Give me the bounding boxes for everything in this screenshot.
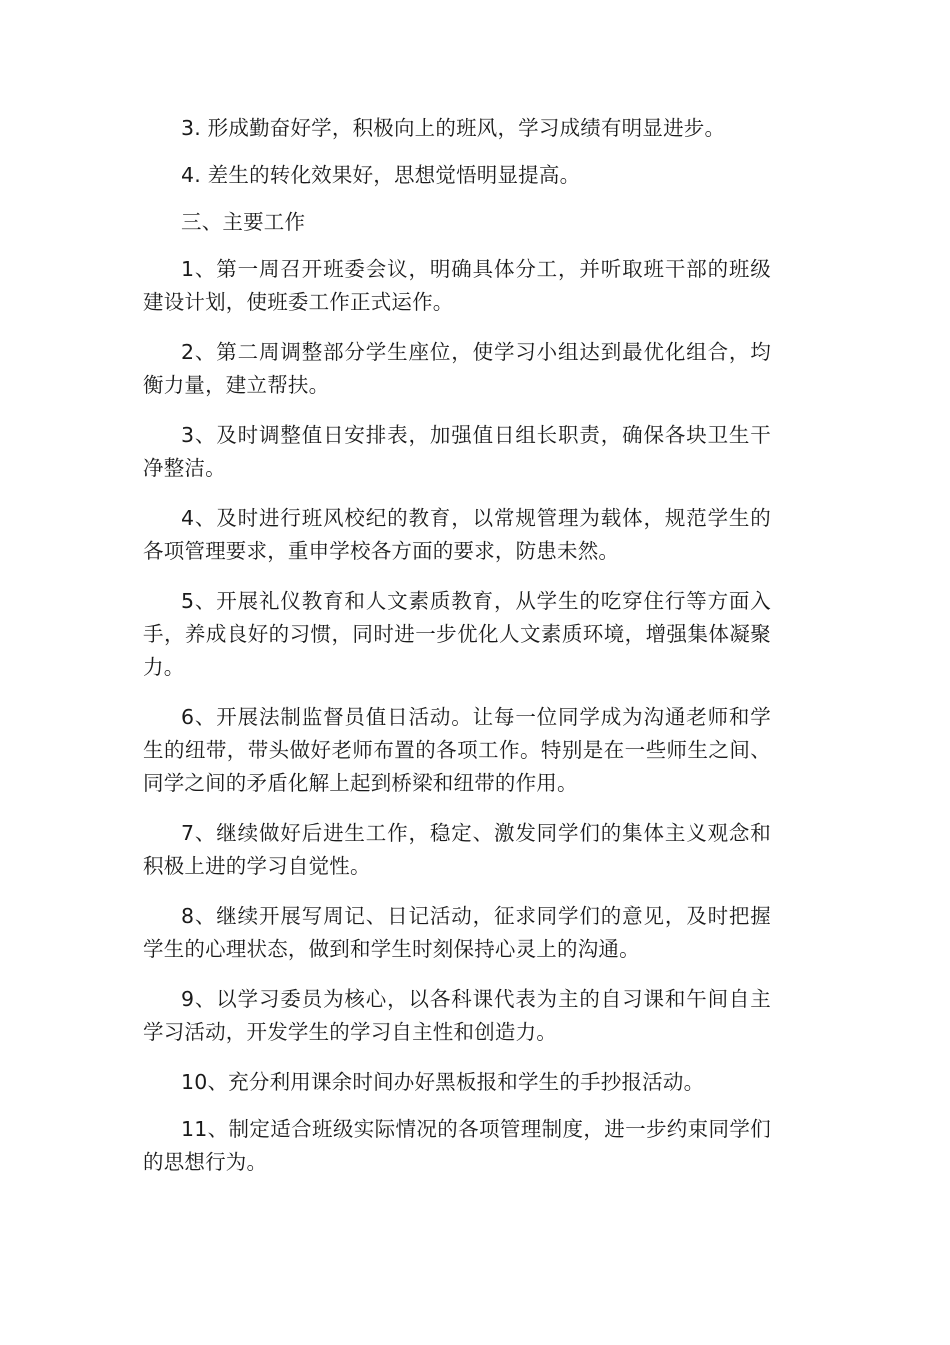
paragraph-work-6: 6、开展法制监督员值日活动。让每一位同学成为沟通老师和学生的纽带，带头做好老师布置的各项工作。特别是在一些师生之间、同学之间的矛盾化解上起到桥梁和纽带的作用。 xyxy=(143,705,771,795)
paragraph-work-8: 8、继续开展写周记、日记活动，征求同学们的意见，及时把握学生的心理状态，做到和学生时刻保持心灵上的沟通。 xyxy=(143,904,771,961)
paragraph-work-2: 2、第二周调整部分学生座位，使学习小组达到最优化组合，均衡力量，建立帮扶。 xyxy=(143,340,771,397)
paragraph-goal-3: 3. 形成勤奋好学，积极向上的班风，学习成绩有明显进步。 xyxy=(181,116,726,140)
paragraph-work-1: 1、第一周召开班委会议，明确具体分工，并听取班干部的班级建设计划，使班委工作正式运作。 xyxy=(143,257,771,314)
section-heading-main-work: 三、主要工作 xyxy=(181,210,306,234)
paragraph-work-5: 5、开展礼仪教育和人文素质教育，从学生的吃穿住行等方面入手，养成良好的习惯，同时进一步优化人文素质环境，增强集体凝聚力。 xyxy=(143,589,771,679)
paragraph-work-11: 11、制定适合班级实际情况的各项管理制度，进一步约束同学们的思想行为。 xyxy=(143,1117,771,1174)
paragraph-work-7: 7、继续做好后进生工作，稳定、激发同学们的集体主义观念和积极上进的学习自觉性。 xyxy=(143,821,771,878)
paragraph-work-4: 4、及时进行班风校纪的教育，以常规管理为载体，规范学生的各项管理要求，重申学校各方面的要求，防患未然。 xyxy=(143,506,771,563)
paragraph-work-3: 3、及时调整值日安排表，加强值日组长职责，确保各块卫生干净整洁。 xyxy=(143,423,771,480)
document-page xyxy=(143,112,771,1196)
paragraph-goal-4: 4. 差生的转化效果好，思想觉悟明显提高。 xyxy=(181,163,581,187)
paragraph-work-10: 10、充分利用课余时间办好黑板报和学生的手抄报活动。 xyxy=(181,1070,705,1094)
paragraph-work-9: 9、以学习委员为核心，以各科课代表为主的自习课和午间自主学习活动，开发学生的学习自主性和创造力。 xyxy=(143,987,771,1044)
